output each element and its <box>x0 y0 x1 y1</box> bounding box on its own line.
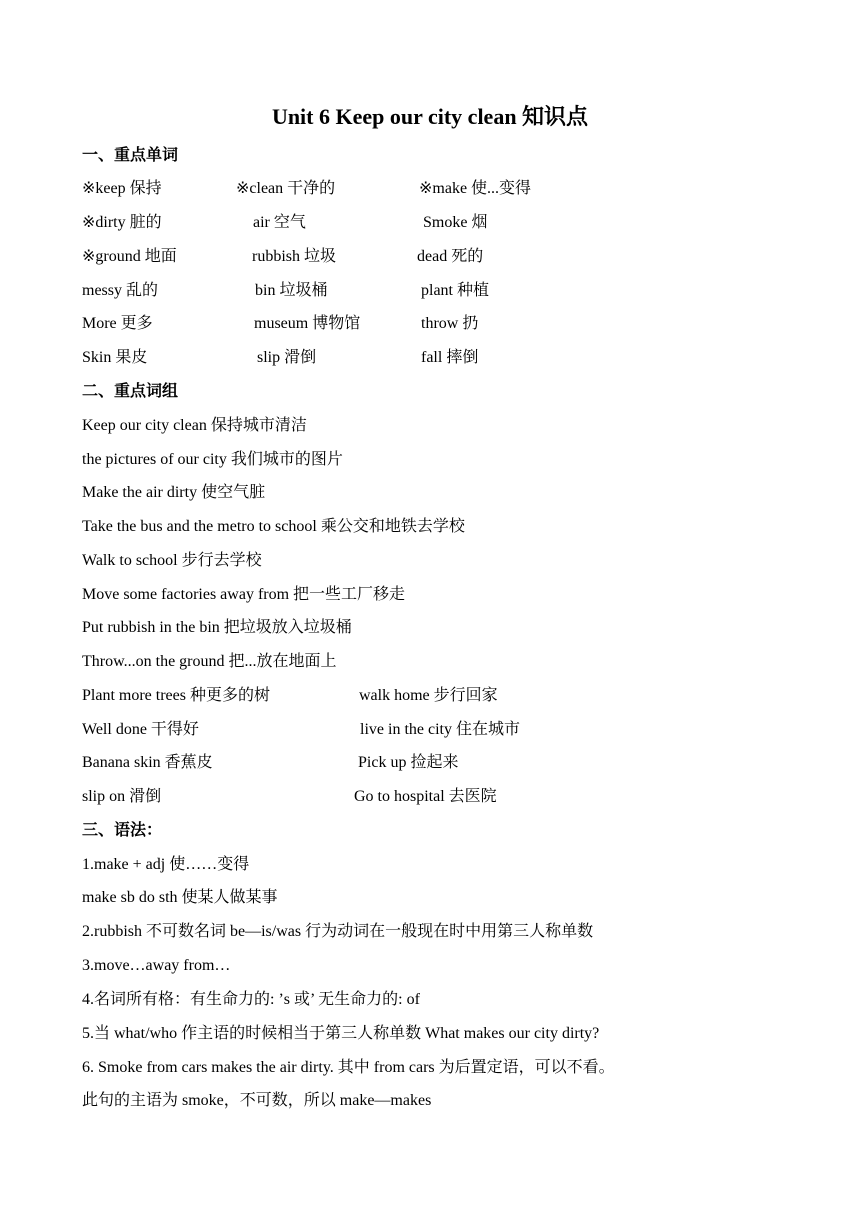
section-heading-grammar: 三、语法： <box>82 822 163 839</box>
phrase-line: Put rubbish in the bin 把垃圾放入垃圾桶 <box>82 619 352 636</box>
vocab-item: More 更多 <box>82 315 153 332</box>
phrase-line: Walk to school 步行去学校 <box>82 552 262 569</box>
phrase-item: Plant more trees 种更多的树 <box>82 687 270 704</box>
phrase-item: Go to hospital 去医院 <box>354 788 497 805</box>
phrase-item: Pick up 捡起来 <box>358 754 459 771</box>
vocab-item: ※clean 干净的 <box>236 180 336 197</box>
vocab-item: Skin 果皮 <box>82 349 148 366</box>
vocab-item: Smoke 烟 <box>423 214 488 231</box>
grammar-line: make sb do sth 使某人做某事 <box>82 889 278 906</box>
grammar-line: 6. Smoke from cars makes the air dirty. 其中 from cars 为后置定语，可以不看。 <box>82 1059 615 1076</box>
section-heading-phrases: 二、重点词组 <box>82 383 179 400</box>
vocab-item: ※make 使...变得 <box>419 180 532 197</box>
grammar-line: 2.rubbish 不可数名词 be—is/was 行为动词在一般现在时中用第三人称单数 <box>82 923 594 940</box>
vocab-item: ※ground 地面 <box>82 248 177 265</box>
phrase-item: slip on 滑倒 <box>82 788 162 805</box>
vocab-item: slip 滑倒 <box>257 349 317 366</box>
vocab-item: museum 博物馆 <box>254 315 361 332</box>
grammar-line: 4.名词所有格：有生命力的: ’s 或’ 无生命力的: of <box>82 991 420 1008</box>
phrase-line: Move some factories away from 把一些工厂移走 <box>82 586 406 603</box>
phrase-line: Take the bus and the metro to school 乘公交和地铁去学校 <box>82 518 465 535</box>
vocab-item: ※keep 保持 <box>82 180 162 197</box>
phrase-line: Throw...on the ground 把...放在地面上 <box>82 653 337 670</box>
vocab-item: air 空气 <box>253 214 306 231</box>
grammar-line: 此句的主语为 smoke，不可数，所以 make—makes <box>82 1092 432 1109</box>
vocab-item: rubbish 垃圾 <box>252 248 337 265</box>
phrase-line: Make the air dirty 使空气脏 <box>82 484 266 501</box>
phrase-item: Banana skin 香蕉皮 <box>82 754 213 771</box>
section-heading-vocabulary: 一、重点单词 <box>82 147 179 164</box>
grammar-line: 3.move…away from… <box>82 957 231 974</box>
phrase-line: Keep our city clean 保持城市清洁 <box>82 417 307 434</box>
phrase-item: live in the city 住在城市 <box>360 721 520 738</box>
grammar-line: 1.make + adj 使……变得 <box>82 856 250 873</box>
vocab-item: bin 垃圾桶 <box>255 282 328 299</box>
phrase-item: Well done 干得好 <box>82 721 199 738</box>
page-title: Unit 6 Keep our city clean 知识点 <box>271 104 589 129</box>
grammar-line: 5.当 what/who 作主语的时候相当于第三人称单数 What makes our city dirty? <box>82 1025 600 1042</box>
vocab-item: plant 种植 <box>421 282 489 299</box>
phrase-item: walk home 步行回家 <box>359 687 498 704</box>
vocab-item: throw 扔 <box>421 315 479 332</box>
vocab-item: fall 摔倒 <box>421 349 479 366</box>
vocab-item: dead 死的 <box>417 248 484 265</box>
vocab-item: ※dirty 脏的 <box>82 214 162 231</box>
vocab-item: messy 乱的 <box>82 282 159 299</box>
phrase-line: the pictures of our city 我们城市的图片 <box>82 451 343 468</box>
